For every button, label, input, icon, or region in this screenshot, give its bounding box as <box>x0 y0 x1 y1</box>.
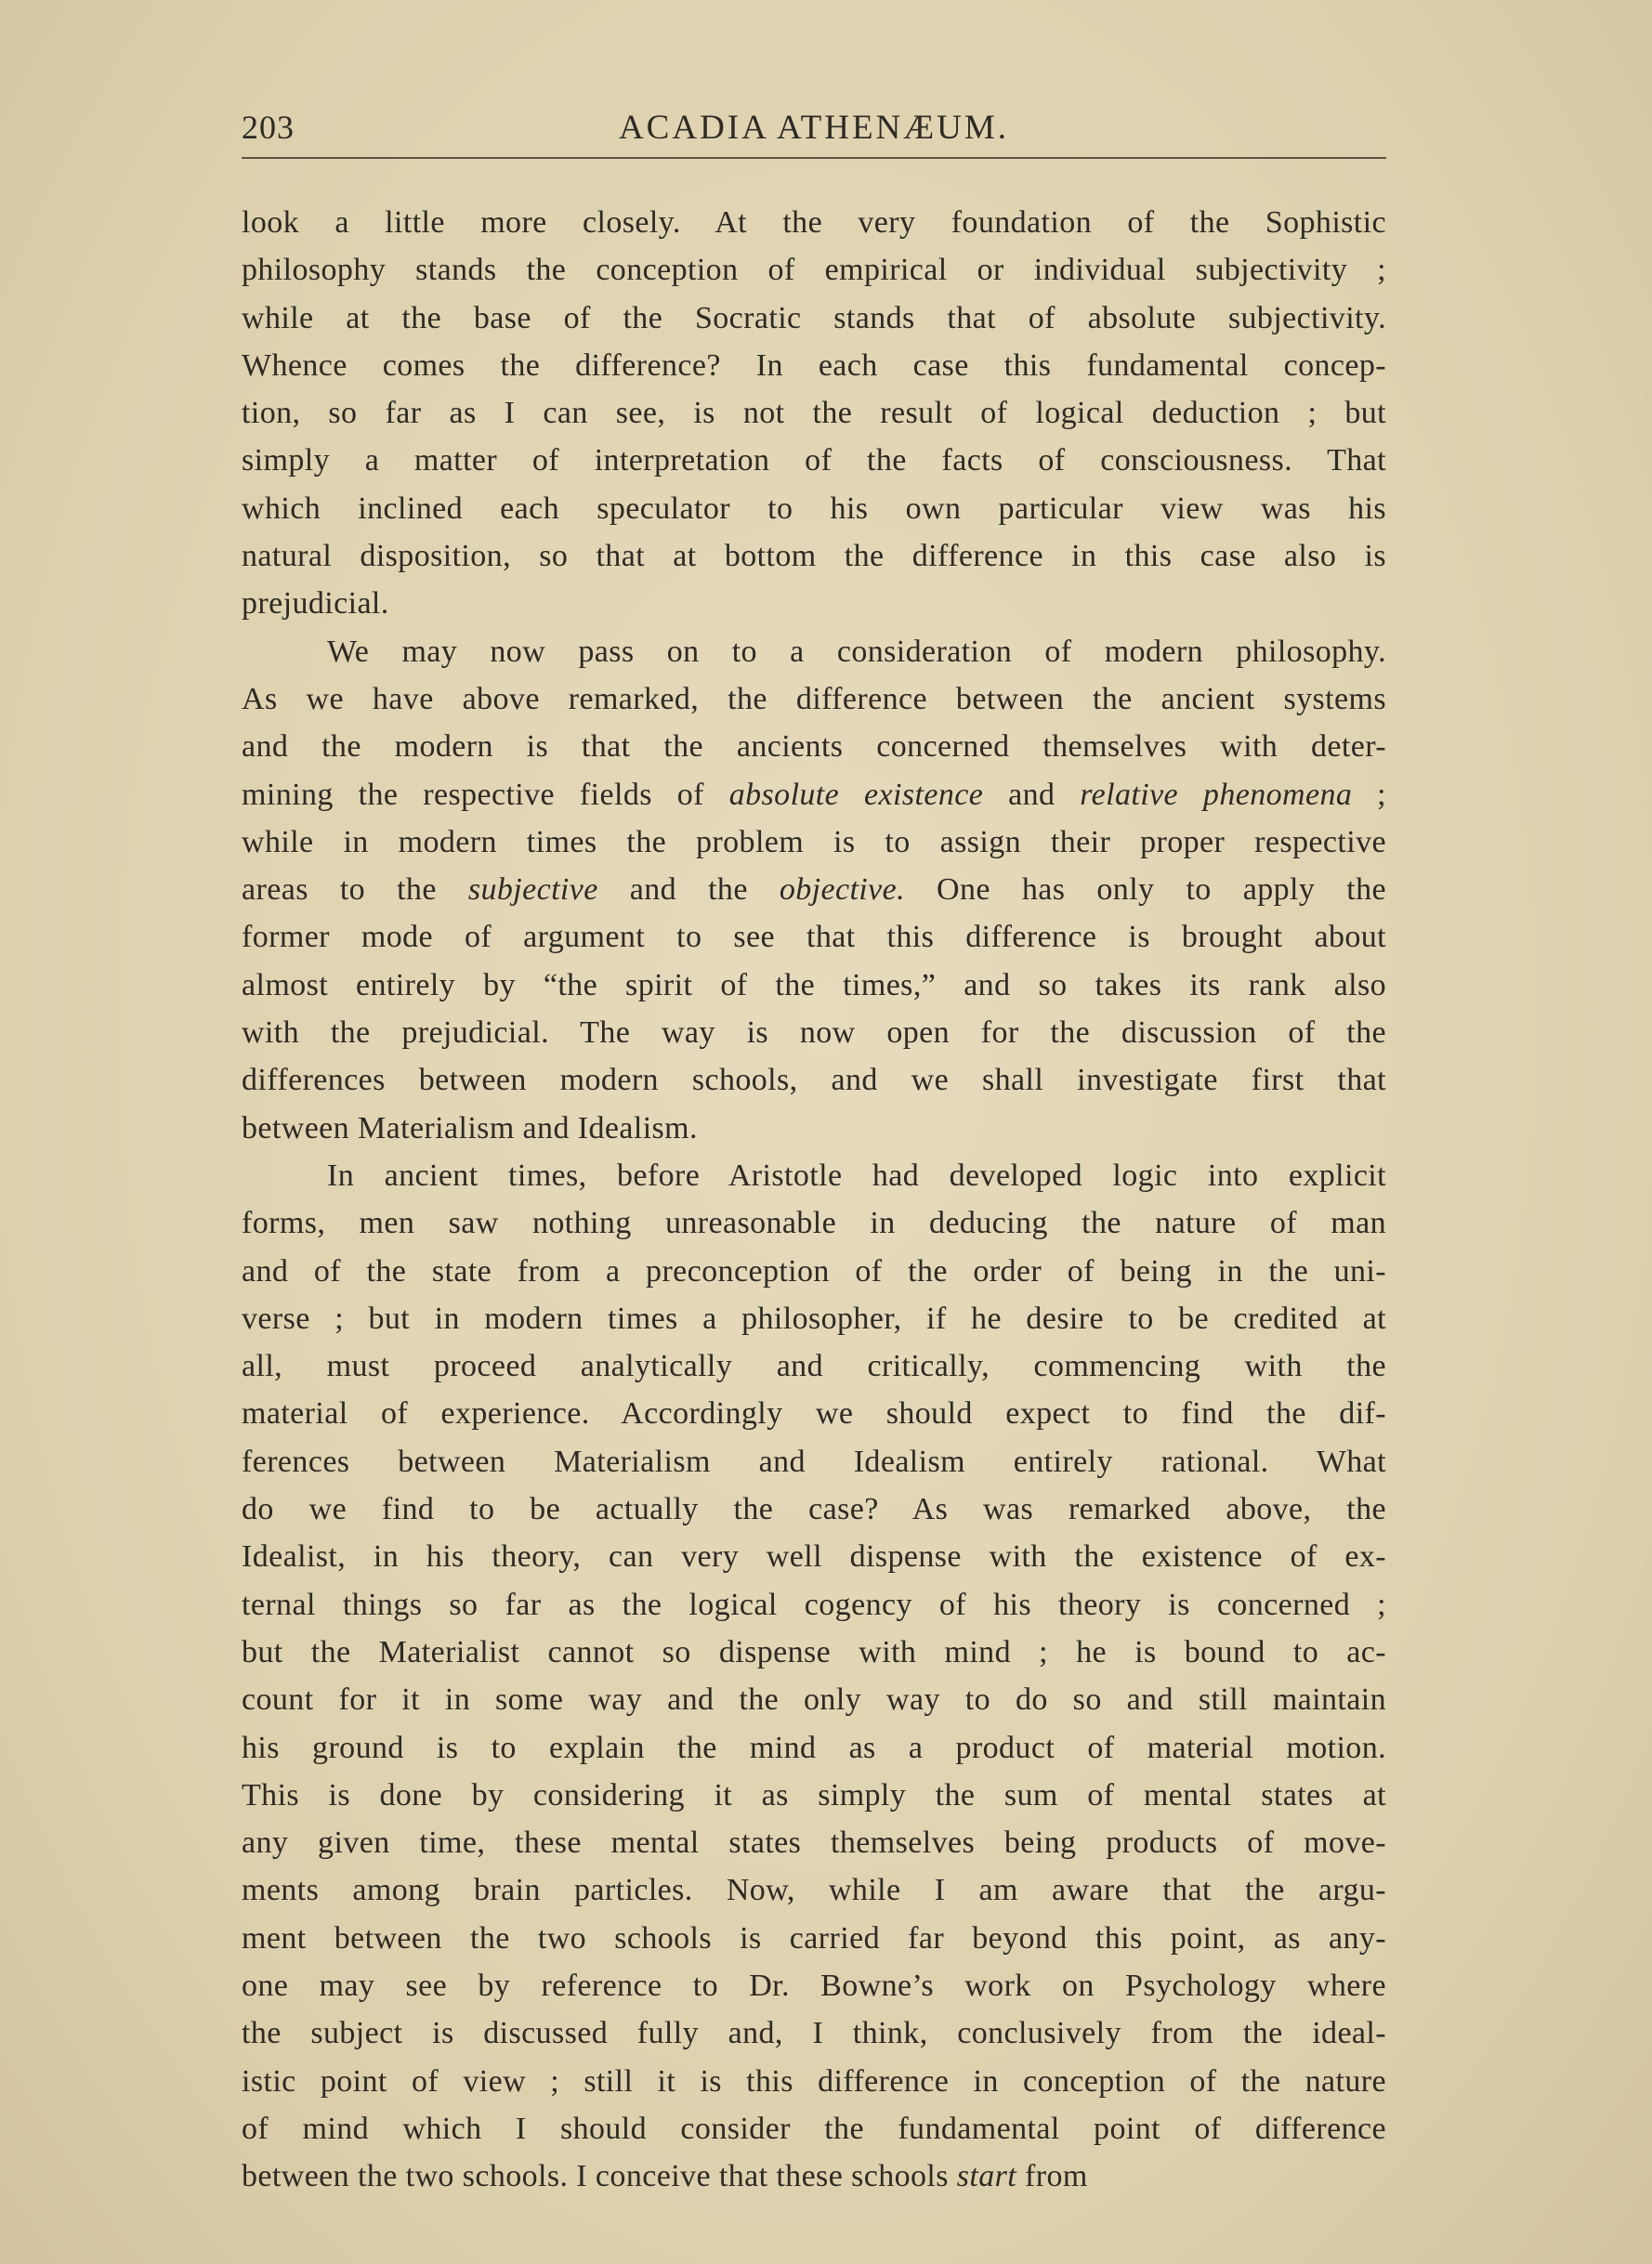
text-line: one may see by reference to Dr. Bowne’s work on Psychology where <box>242 1968 1386 2003</box>
text-line: Idealist, in his theory, can very well dispense with the existence of ex- <box>242 1539 1386 1575</box>
text-line: simply a matter of interpretation of the facts of consciousness. That <box>242 443 1386 478</box>
text-line: while at the base of the Socratic stands that of absolute subjectivity. <box>242 300 1386 335</box>
text-line: tion, so far as I can see, is not the result of logical deduction ; but <box>242 396 1386 431</box>
text-line: former mode of argument to see that this difference is brought about <box>242 920 1386 955</box>
text-line: istic point of view ; still it is this difference in conception of the nature <box>242 2063 1386 2099</box>
text-line: and of the state from a preconception of the order of being in the uni- <box>242 1253 1386 1289</box>
text-line: Whence comes the difference? In each case this fundamental concep- <box>242 347 1386 383</box>
italic-phrase: relative phenomena <box>1080 777 1353 812</box>
paragraph <box>242 1152 1386 2201</box>
paragraph <box>242 628 1386 1152</box>
text-line: We may now pass on to a consideration of modern philosophy. <box>327 634 1386 669</box>
text-line: all, must proceed analytically and critically, commencing with the <box>242 1349 1386 1384</box>
text-line: ments among brain particles. Now, while I am aware that the argu- <box>242 1873 1386 1908</box>
text-line: any given time, these mental states themselves being products of move- <box>242 1826 1386 1861</box>
text-line: between Materialism and Idealism. <box>242 1110 698 1145</box>
text-line: ment between the two schools is carried far beyond this point, as any- <box>242 1920 1386 1956</box>
text-line: ternal things so far as the logical cogency of his theory is concerned ; <box>242 1587 1386 1622</box>
text-line: As we have above remarked, the difference between the ancient systems <box>242 681 1386 716</box>
text-line: but the Materialist cannot so dispense with mind ; he is bound to ac- <box>242 1634 1386 1669</box>
text-line: This is done by considering it as simply the sum of mental states at <box>242 1777 1386 1813</box>
text-line: material of experience. Accordingly we should expect to find the dif- <box>242 1396 1386 1432</box>
text-line: look a little more closely. At the very foundation of the Sophistic <box>242 205 1386 240</box>
italic-phrase: subjective <box>467 872 598 908</box>
page-number: 203 <box>242 109 295 146</box>
text-line: prejudicial. <box>242 586 389 622</box>
paragraph <box>242 199 1386 628</box>
header-rule <box>242 157 1386 159</box>
text-line: count for it in some way and the only way to do so and still maintain <box>242 1682 1386 1718</box>
text-line: natural disposition, so that at bottom the difference in this case also is <box>242 539 1386 574</box>
italic-phrase: start <box>956 2159 1017 2194</box>
article-body <box>242 199 1386 2200</box>
italic-phrase: absolute existence <box>728 777 984 812</box>
text-line: while in modern times the problem is to assign their proper respective <box>242 824 1386 859</box>
text-line: forms, men saw nothing unreasonable in deducing the nature of man <box>242 1206 1386 1241</box>
text-line: of mind which I should consider the fundamental point of difference <box>242 2111 1386 2146</box>
text-line: the subject is discussed fully and, I think, conclusively from the ideal- <box>242 2016 1386 2051</box>
text-line: between the two schools. I conceive that these schools start from <box>242 2159 1088 2194</box>
text-line: almost entirely by “the spirit of the times,” and so takes its rank also <box>242 967 1386 1002</box>
page-header <box>242 102 1386 158</box>
running-title: ACADIA ATHENÆUM. <box>618 109 1010 147</box>
text-line: In ancient times, before Aristotle had developed logic into explicit <box>327 1158 1386 1193</box>
text-line: do we find to be actually the case? As was remarked above, the <box>242 1492 1386 1527</box>
text-line: differences between modern schools, and we shall investigate first that <box>242 1063 1386 1098</box>
text-line: mining the respective fields of absolute existence and relative phenomena ; <box>242 777 1386 812</box>
text-line: philosophy stands the conception of empirical or individual subjectivity ; <box>242 253 1386 288</box>
text-line: ferences between Materialism and Idealism entirely rational. What <box>242 1444 1386 1479</box>
text-line: which inclined each speculator to his own particular view was his <box>242 491 1386 526</box>
italic-phrase: objective. <box>779 872 906 908</box>
text-line: his ground is to explain the mind as a product of material motion. <box>242 1730 1386 1765</box>
text-line: areas to the subjective and the objective. One has only to apply the <box>242 872 1386 908</box>
text-line: with the prejudicial. The way is now open for the discussion of the <box>242 1015 1386 1051</box>
text-line: and the modern is that the ancients concerned themselves with deter- <box>242 729 1386 765</box>
text-line: verse ; but in modern times a philosopher, if he desire to be credited at <box>242 1301 1386 1336</box>
